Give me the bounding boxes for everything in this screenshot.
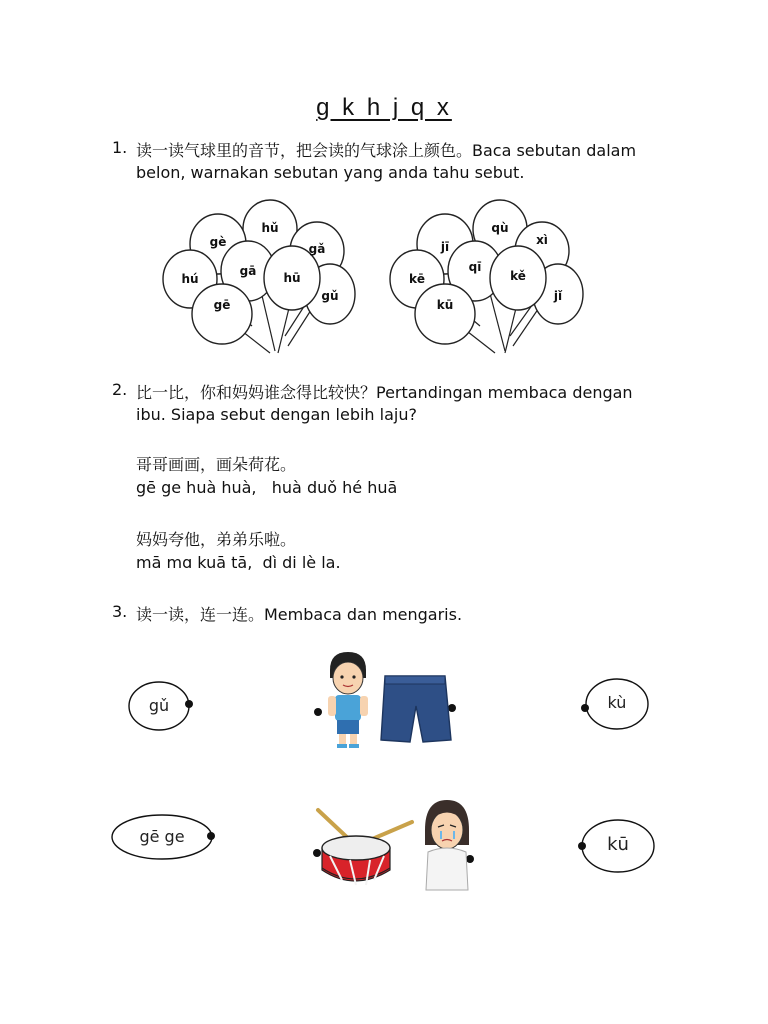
balloon-label: jǐ: [553, 289, 563, 303]
balloon-label: kě: [510, 269, 526, 283]
balloon-groups: [160, 196, 590, 356]
question-2-line-2: ibu. Siapa sebut dengan lebih laju?: [136, 405, 417, 424]
balloon-label: gè: [209, 235, 227, 249]
drum-icon: [318, 810, 412, 885]
balloon-label: gǔ: [321, 289, 339, 303]
sentence-1-pinyin: gē ge huà huà, huà duǒ hé huā: [136, 478, 398, 497]
oval-right-2-label: kū: [607, 834, 629, 855]
dot: [314, 708, 322, 716]
oval-left-1-label: gǔ: [148, 696, 170, 715]
balloon-label: jī: [440, 240, 450, 254]
dot: [313, 849, 321, 857]
balloon-label: gā: [239, 264, 257, 278]
balloon-label: qī: [468, 260, 482, 274]
dot: [448, 704, 456, 712]
balloon-label: gē: [213, 298, 231, 312]
sentence-1-chinese: 哥哥画画，画朵荷花。: [136, 455, 297, 474]
question-3-line-1: 读一读，连一连。Membaca dan mengaris.: [136, 605, 463, 624]
balloon: [192, 284, 252, 344]
question-3-number: 3.: [112, 602, 128, 621]
balloon-label: kē: [408, 272, 426, 286]
question-1-number: 1.: [112, 138, 128, 157]
dot: [466, 855, 474, 863]
balloon-label: qù: [491, 221, 509, 235]
balloon-label: hú: [181, 272, 199, 286]
question-2-line-1: 比一比，你和妈妈谁念得比较快？Pertandingan membaca dengan: [136, 383, 633, 402]
oval-right-1-label: kù: [607, 693, 627, 712]
balloon-label: gǎ: [308, 242, 326, 256]
crying-girl-icon: [425, 800, 469, 890]
oval-left-2-label: gē ge: [139, 827, 185, 846]
sentence-2-chinese: 妈妈夸他，弟弟乐啦。: [136, 530, 297, 549]
balloon-label: hū: [283, 271, 301, 285]
balloon: [415, 284, 475, 344]
question-2-number: 2.: [112, 380, 128, 399]
question-1-line-2: belon, warnakan sebutan yang anda tahu sebut.: [136, 163, 525, 182]
shorts-icon: [381, 676, 451, 742]
balloon-label: kū: [436, 298, 454, 312]
worksheet-title: g k h j q x: [316, 94, 452, 121]
boy-icon: [328, 652, 368, 748]
balloon-label: hǔ: [261, 221, 279, 235]
question-1-line-1: 读一读气球里的音节，把会读的气球涂上颜色。Baca sebutan dalam: [136, 141, 637, 160]
balloon-label: xì: [536, 233, 548, 247]
sentence-2-pinyin: mā mɑ kuā tā, dì di lè la.: [136, 553, 341, 572]
matching-area: [0, 640, 768, 900]
